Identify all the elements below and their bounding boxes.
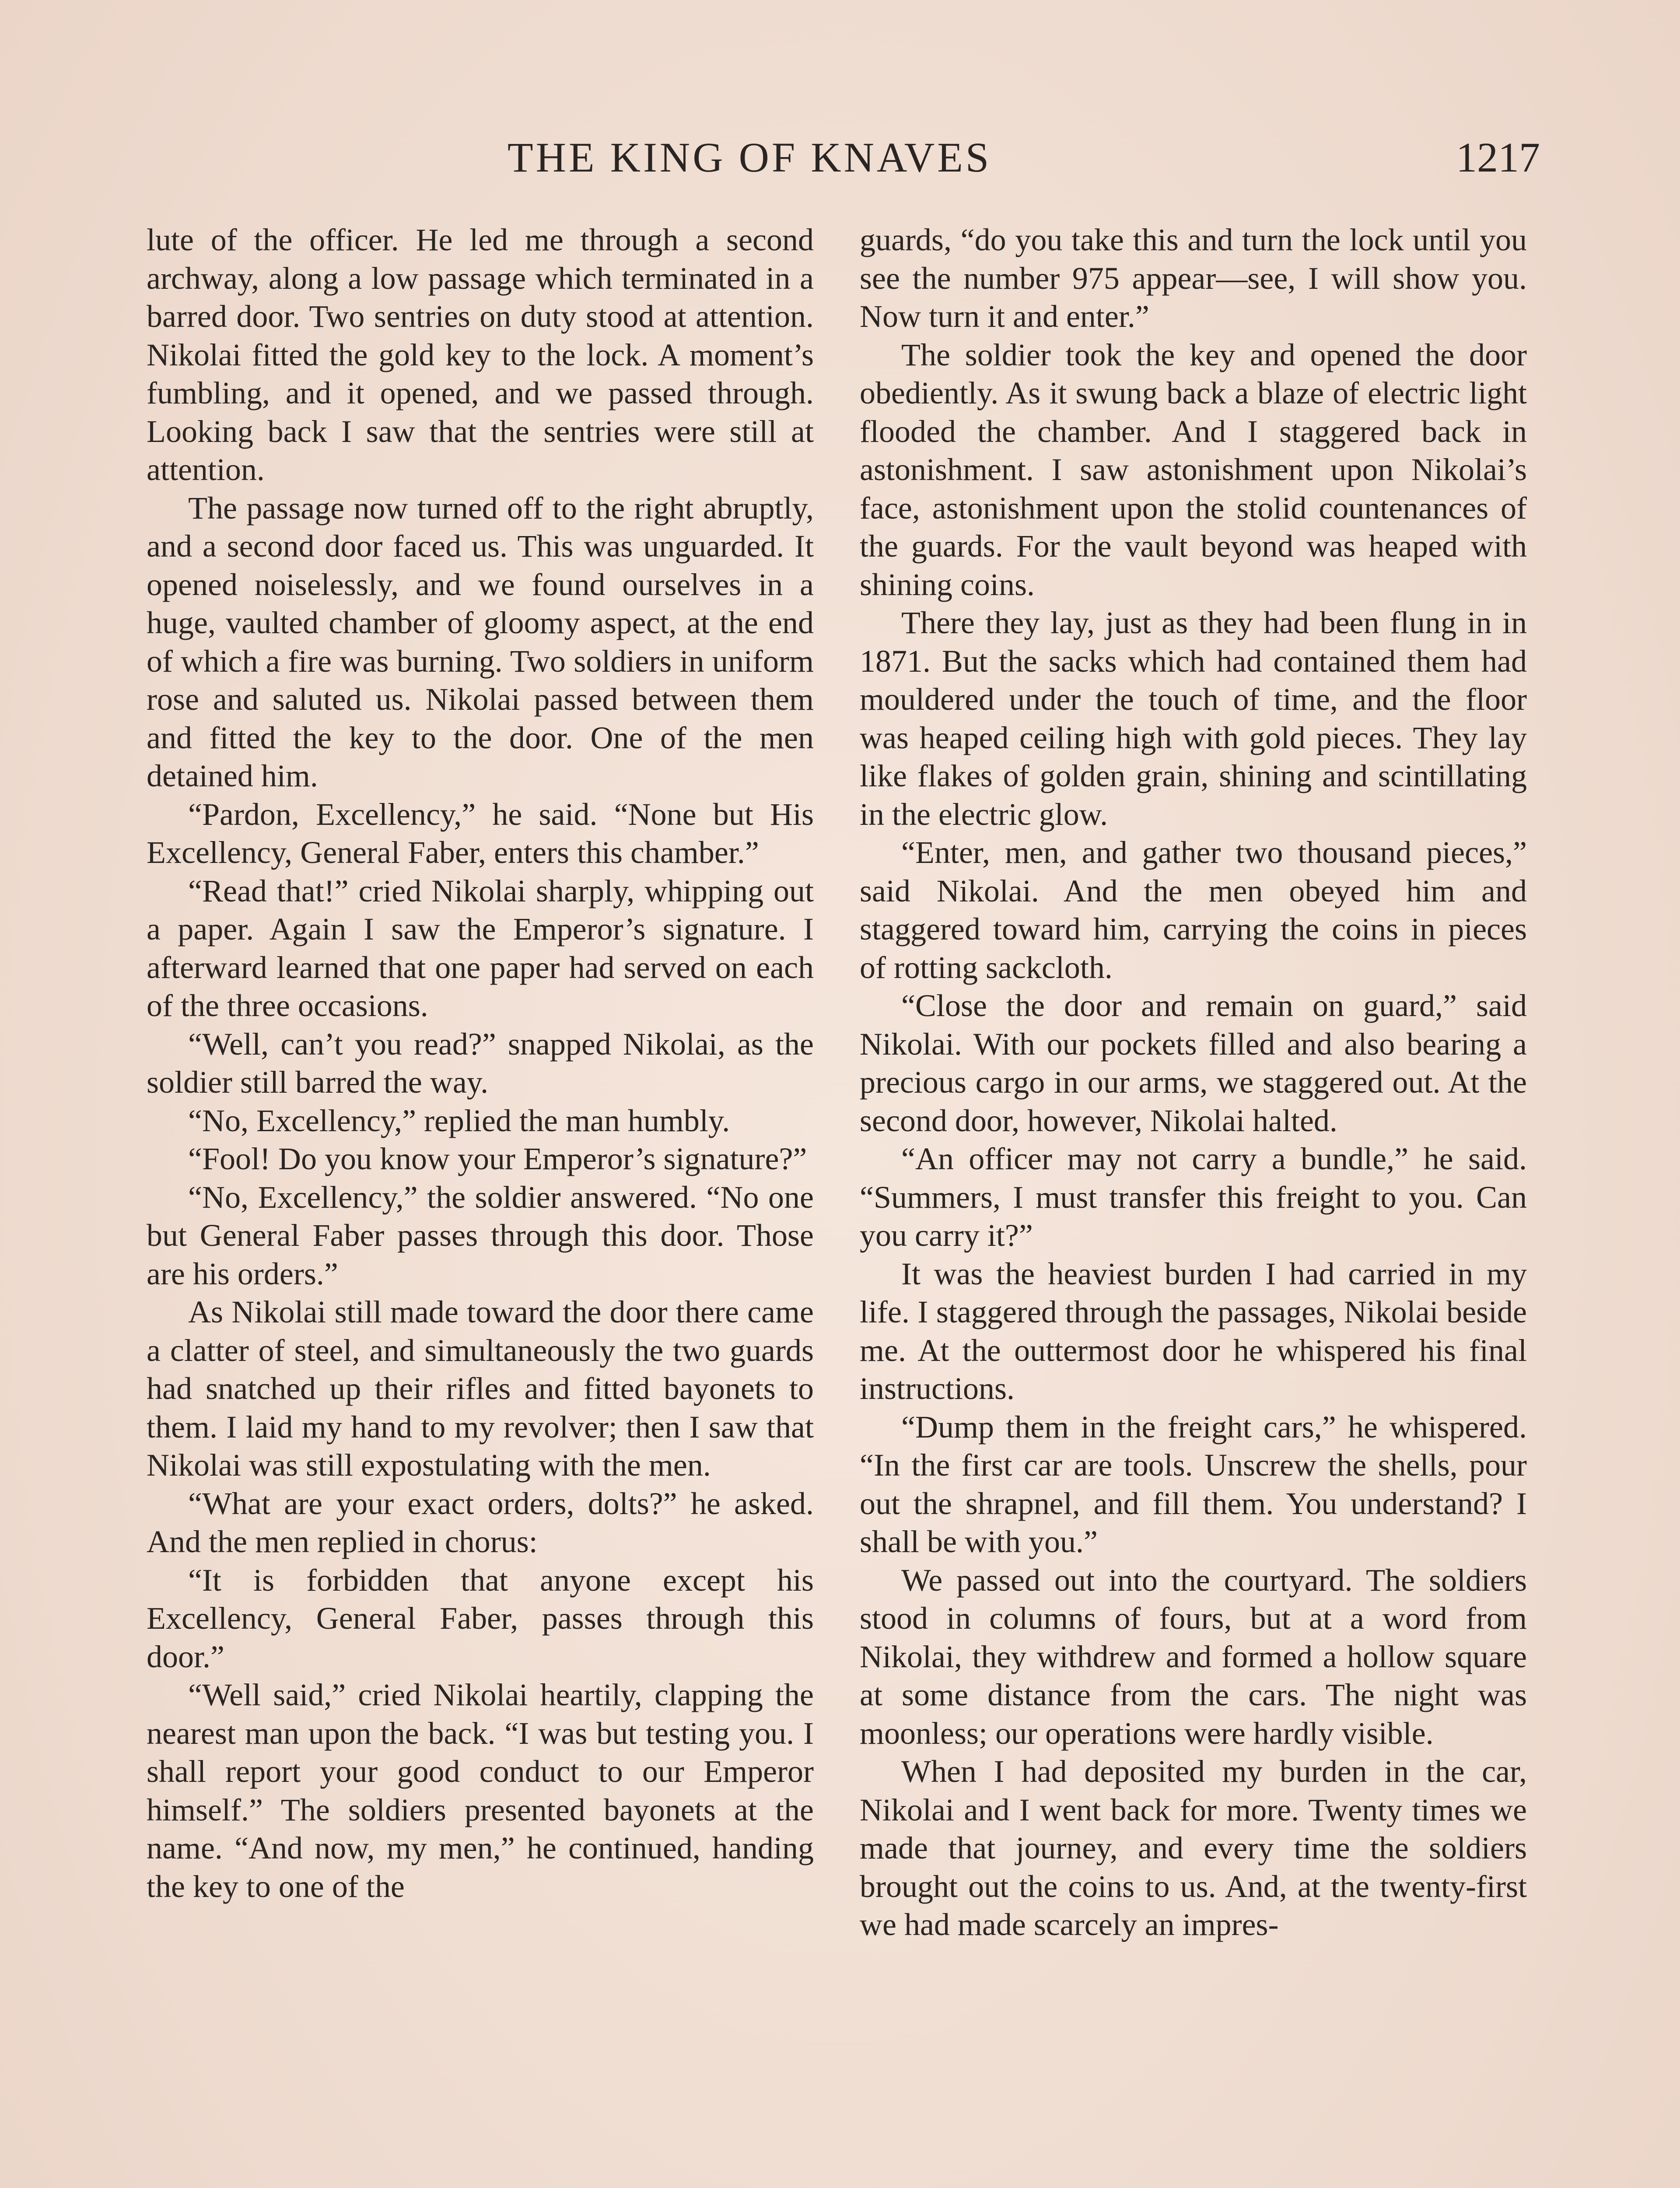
left-text-column <box>147 221 814 1906</box>
paragraph: “Dump them in the freight cars,” he whispered. “In the first car are tools. Unscrew the shells, pour out the shrapnel, and fill them. You understand? I shall be with you.” <box>860 1409 1527 1559</box>
paragraph: We passed out into the courtyard. The soldiers stood in columns of fours, but at a word from Nikolai, they withdrew and formed a hollow square at some distance from the cars. The night was moonless; our operations were hardly visible. <box>860 1562 1527 1751</box>
paragraph: “Fool! Do you know your Emperor’s signature?” <box>188 1141 807 1176</box>
paragraph: lute of the officer. He led me through a second archway, along a low passage which terminated in a barred door. Two sentries on duty stood at attention. Nikolai fitted the gold key to the lock. A moment’s fumbling, and it opened, and we passed through. Looking back I saw that the sentries were still at attention. <box>147 222 814 487</box>
paragraph: The passage now turned off to the right abruptly, and a second door faced us. This was unguarded. It opened noiselessly, and we found ourselves in a huge, vaulted chamber of gloomy aspect, at the end of which a fire was burning. Two soldiers in uniform rose and saluted us. Nikolai passed between them and fitted the key to the door. One of the men detained him. <box>147 490 814 793</box>
page-number: 1217 <box>1456 134 1540 181</box>
paragraph: It was the heaviest burden I had carried in my life. I staggered through the passages, Nikolai beside me. At the outtermost door he whispered his final instructions. <box>860 1256 1527 1406</box>
paragraph: “Close the door and remain on guard,” said Nikolai. With our pockets filled and also bearing a precious cargo in our arms, we staggered out. At the second door, however, Nikolai halted. <box>860 988 1527 1138</box>
paragraph: “Well said,” cried Nikolai heartily, clapping the nearest man upon the back. “I was but testing you. I shall report your good conduct to our Emperor himself.” The soldiers presented bayonets at the name. “And now, my men,” he continued, handing the key to one of the <box>147 1677 814 1904</box>
paragraph: “Enter, men, and gather two thousand pieces,” said Nikolai. And the men obeyed him and staggered toward him, carrying the coins in pieces of rotting sackcloth. <box>860 835 1527 985</box>
paragraph: “Well, can’t you read?” snapped Nikolai, as the soldier still barred the way. <box>147 1026 814 1100</box>
paragraph: “No, Excellency,” replied the man humbly. <box>188 1103 730 1138</box>
paragraph: “No, Excellency,” the soldier answered. “No one but General Faber passes through this door. Those are his orders.” <box>147 1179 814 1291</box>
paragraph: “Read that!” cried Nikolai sharply, whipping out a paper. Again I saw the Emperor’s signature. I afterward learned that one paper had served on each of the three occasions. <box>147 873 814 1023</box>
paragraph: “An officer may not carry a bundle,” he said. “Summers, I must transfer this freight to you. Can you carry it?” <box>860 1141 1527 1253</box>
paragraph: “It is forbidden that anyone except his Excellency, General Faber, passes through this door.” <box>147 1562 814 1674</box>
paragraph: “What are your exact orders, dolts?” he asked. And the men replied in chorus: <box>147 1486 814 1559</box>
page-header <box>508 127 1540 188</box>
right-text-column <box>860 221 1527 1944</box>
paragraph: As Nikolai still made toward the door there came a clatter of steel, and simultaneously the two guards had snatched up their rifles and fitted bayonets to them. I laid my hand to my revolver; then I saw that Nikolai was still expostulating with the men. <box>147 1294 814 1483</box>
paragraph: “Pardon, Excellency,” he said. “None but His Excellency, General Faber, enters this chamber.” <box>147 796 814 870</box>
running-title: THE KING OF KNAVES <box>508 134 992 181</box>
paragraph: There they lay, just as they had been flung in in 1871. But the sacks which had contained them had mouldered under the touch of time, and the floor was heaped ceiling high with gold pieces. They lay like flakes of golden grain, shining and scintillating in the electric glow. <box>860 605 1527 832</box>
paragraph: When I had deposited my burden in the car, Nikolai and I went back for more. Twenty times we made that journey, and every time the soldiers brought out the coins to us. And, at the twenty-first we had made scarcely an impres- <box>860 1754 1527 1942</box>
paragraph: The soldier took the key and opened the door obediently. As it swung back a blaze of electric light flooded the chamber. And I staggered back in astonishment. I saw astonishment upon Nikolai’s face, astonishment upon the stolid countenances of the guards. For the vault beyond was heaped with shining coins. <box>860 337 1527 602</box>
paragraph: guards, “do you take this and turn the lock until you see the number 975 appear—see, I will show you. Now turn it and enter.” <box>860 222 1527 334</box>
